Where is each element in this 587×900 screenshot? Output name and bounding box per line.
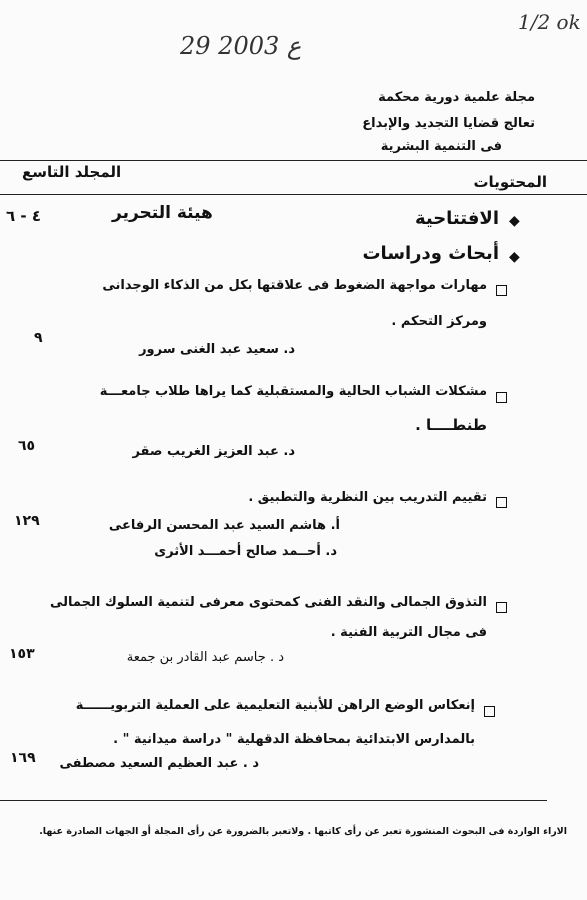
article-3-page: ١٢٩	[14, 513, 40, 529]
section-opening: الافتتاحية	[414, 208, 499, 229]
article-1-author: د. سعيد عبد الغنى سرور	[139, 342, 295, 357]
handwritten-corner-note: 1/2 ok	[518, 10, 581, 34]
header-rule-bottom	[0, 194, 587, 195]
article-5-author: د . عبد العظيم السعيد مصطفى	[59, 756, 259, 771]
article-4-page: ١٥٣	[9, 646, 35, 662]
contents-title: المحتويات	[473, 173, 547, 191]
handwritten-date-note: 29 ع 2003	[180, 32, 302, 60]
journal-line-2: تعالج قضايا التجديد والإبداع	[362, 116, 535, 131]
article-3-author-1: أ. هاشم السيد عبد المحسن الرفاعى	[108, 518, 340, 533]
article-5-title-line-1: إنعكاس الوضع الراهن للأبنية التعليمية على العملية التربويــــــة	[75, 698, 475, 713]
journal-line-3: فى التنمية البشرية	[380, 139, 502, 154]
opening-pages: ٤ - ٦	[6, 207, 41, 225]
editorial-board: هيئة التحرير	[112, 203, 213, 223]
checkbox-icon	[484, 706, 495, 717]
article-4-title-line-1: التذوق الجمالى والنقد الفنى كمحتوى معرفى لتنمية السلوك الجمالى	[50, 595, 487, 610]
article-2-author: د. عبد العزيز الغريب صقر	[132, 444, 295, 459]
checkbox-icon	[496, 285, 507, 296]
article-4-title-line-2: فى مجال التربية الفنية .	[330, 625, 487, 640]
article-2-page: ٦٥	[18, 438, 36, 454]
article-3-author-2: د. أحــمد صالح أحمـــد الأثرى	[154, 544, 337, 559]
article-1-page: ٩	[34, 330, 43, 346]
article-4-author: د . جاسم عبد القادر بن جمعة	[126, 650, 284, 665]
checkbox-icon	[496, 602, 507, 613]
article-1-title-line-2: ومركز التحكم .	[391, 314, 487, 329]
checkbox-icon	[496, 392, 507, 403]
diamond-bullet-icon: ◆	[509, 213, 520, 229]
section-research: أبحاث ودراسات	[362, 243, 499, 264]
header-rule-top	[0, 160, 587, 161]
checkbox-icon	[496, 497, 507, 508]
article-2-title-line-1: مشكلات الشباب الحالية والمستقبلية كما يراها طلاب جامعـــة	[99, 384, 487, 399]
footer-disclaimer: الاراء الواردة فى البحوث المنشورة تعبر عن رأى كاتبها . ولاتعبر بالضرورة عن رأى المجلة أو الجهات الصادرة عنها.	[39, 826, 567, 837]
footer-rule	[0, 800, 547, 801]
volume-label: المجلد التاسع	[22, 163, 122, 181]
diamond-bullet-icon: ◆	[509, 249, 520, 265]
journal-line-1: مجلة علمية دورية محكمة	[378, 90, 535, 105]
article-3-title: تقييم التدريب بين النظرية والتطبيق .	[248, 490, 487, 505]
article-5-title-line-2: بالمدارس الابتدائية بمحافظة الدقهلية " دراسة ميدانية " .	[113, 732, 475, 747]
article-5-page: ١٦٩	[10, 750, 36, 766]
article-1-title-line-1: مهارات مواجهة الضغوط فى علاقتها بكل من الذكاء الوجدانى	[102, 278, 487, 293]
article-2-title-line-2: طنطــــا .	[415, 416, 487, 434]
